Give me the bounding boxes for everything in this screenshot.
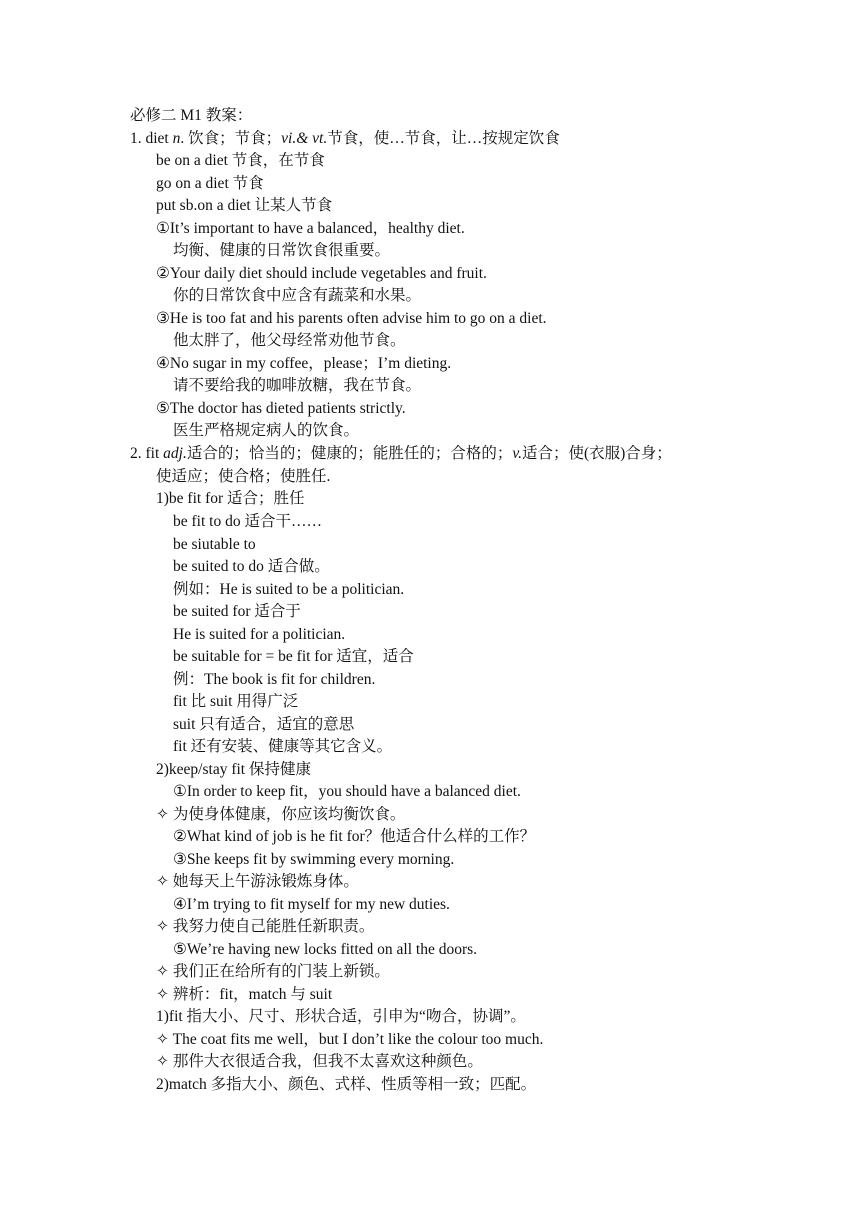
example-en: ④No sugar in my coffee，please；I’m dieting. (156, 355, 452, 372)
definition: 节食，使…节食，让…按规定饮食 (327, 130, 560, 147)
example-zh: 医生严格规定病人的饮食。 (173, 422, 360, 439)
example-zh: 请不要给我的咖啡放糖，我在节食。 (173, 377, 422, 394)
example-en: ①In order to keep fit，you should have a balanced diet. (173, 783, 521, 800)
usage-line: suit 只有适合，适宜的意思 (173, 716, 355, 733)
example-en: ②Your daily diet should include vegetables and fruit. (156, 265, 487, 282)
example-en: ③He is too fat and his parents often advise him to go on a diet. (156, 310, 547, 327)
usage-line: be siutable to (173, 536, 256, 553)
definition: . 饮食；节食； (180, 130, 282, 147)
entry-fit-heading (130, 444, 672, 464)
example-zh: ✧ 她每天上午游泳锻炼身体。 (156, 873, 359, 890)
example-zh: ✧ 我努力使自己能胜任新职责。 (156, 918, 375, 935)
bianxi-heading: ✧ 辨析：fit，match 与 suit (156, 986, 333, 1003)
usage-line: He is suited for a politician. (173, 626, 346, 643)
example-zh: ✧ 我们正在给所有的门装上新锁。 (156, 963, 390, 980)
part-of-speech: vi.& vt. (281, 130, 328, 147)
usage-line: 例如：He is suited to be a politician. (173, 581, 405, 598)
example-en: ②What kind of job is he fit for？他适合什么样的工作？ (173, 828, 536, 845)
definition: 适合；使(衣服)合身； (521, 445, 672, 462)
example-en: ⑤We’re having new locks fitted on all the doors. (173, 941, 478, 958)
example-zh: ✧ 那件大衣很适合我，但我不太喜欢这种颜色。 (156, 1053, 483, 1070)
phrase-line: be on a diet 节食，在节食 (156, 152, 325, 169)
diamond-bullet-icon: ✧ (156, 1053, 169, 1070)
definition: 适合的；恰当的；健康的；能胜任的；合格的； (186, 445, 513, 462)
diamond-bullet-icon: ✧ (156, 873, 169, 890)
subsection-title: 1)be fit for 适合；胜任 (156, 490, 305, 507)
entry-number: 2. (130, 445, 146, 462)
usage-line: 例：The book is fit for children. (173, 671, 376, 688)
example-en: ③She keeps fit by swimming every morning. (173, 851, 455, 868)
example-en: ①It’s important to have a balanced，healthy diet. (156, 220, 465, 237)
diamond-bullet-icon: ✧ (156, 806, 169, 823)
part-of-speech: v. (512, 445, 522, 462)
entry-word: fit (145, 445, 164, 462)
entry-word: diet (145, 130, 173, 147)
note-line: 1)fit 指大小、尺寸、形状合适，引申为“吻合，协调”。 (156, 1008, 526, 1025)
part-of-speech: n (172, 130, 181, 147)
part-of-speech: adj. (163, 445, 187, 462)
example-zh: 均衡、健康的日常饮食很重要。 (173, 242, 391, 259)
phrase-line: put sb.on a diet 让某人节食 (156, 197, 333, 214)
diamond-bullet-icon: ✧ (156, 1031, 169, 1048)
example-en: ✧ The coat fits me well，but I don’t like the colour too much. (156, 1031, 544, 1048)
usage-line: be fit to do 适合干…… (173, 513, 322, 530)
note-line: 2)match 多指大小、颜色、式样、性质等相一致；匹配。 (156, 1076, 537, 1093)
example-en: ④I’m trying to fit myself for my new duties. (173, 896, 450, 913)
subsection-title: 2)keep/stay fit 保持健康 (156, 761, 311, 778)
example-zh: ✧ 为使身体健康，你应该均衡饮食。 (156, 806, 406, 823)
definition-continued: 使适应；使合格；使胜任. (156, 468, 331, 485)
usage-line: be suited for 适合于 (173, 603, 301, 620)
usage-line: fit 还有安装、健康等其它含义。 (173, 738, 393, 755)
entry-number: 1. (130, 130, 146, 147)
example-en: ⑤The doctor has dieted patients strictly. (156, 400, 406, 417)
usage-line: fit 比 suit 用得广泛 (173, 693, 299, 710)
diamond-bullet-icon: ✧ (156, 918, 169, 935)
diamond-bullet-icon: ✧ (156, 963, 169, 980)
page-title: 必修二 M1 教案： (130, 107, 253, 124)
example-zh: 他太胖了，他父母经常劝他节食。 (173, 332, 406, 349)
usage-line: be suited to do 适合做。 (173, 558, 330, 575)
diamond-bullet-icon: ✧ (156, 986, 169, 1003)
entry-diet-heading (130, 129, 560, 149)
example-zh: 你的日常饮食中应含有蔬菜和水果。 (173, 287, 422, 304)
phrase-line: go on a diet 节食 (156, 175, 264, 192)
usage-line: be suitable for = be fit for 适宜，适合 (173, 648, 414, 665)
